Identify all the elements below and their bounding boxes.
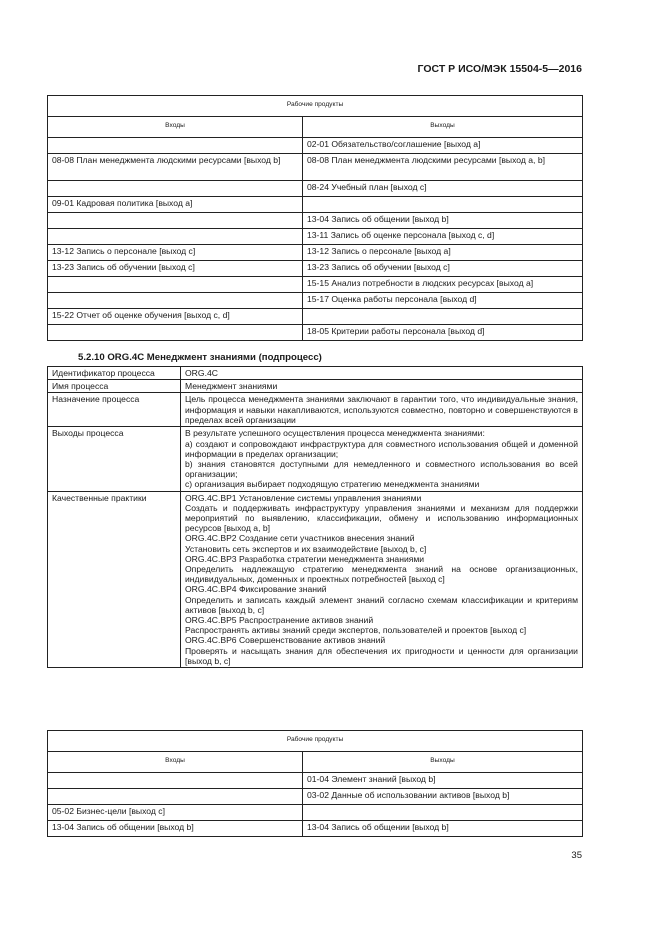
practice-line: ORG.4C.BP4 Фиксирование знаний xyxy=(185,584,327,595)
table-caption: Рабочие продукты xyxy=(48,96,583,117)
process-purpose-value: Цель процесса менеджмента знаниями заключают в гарантии того, что индивидуальные знания, информация и навыки накапливаются, используются совместно, повторно и совершенствуются в пределах всей организации xyxy=(181,393,583,427)
output-cell: 08-08 План менеджмента людскими ресурсами [выход a, b] xyxy=(303,154,583,181)
process-practices-list xyxy=(181,491,583,667)
output-cell: 18-05 Критерии работы персонала [выход d] xyxy=(303,325,583,341)
process-purpose-label: Назначение процесса xyxy=(48,393,181,427)
input-cell xyxy=(48,213,303,229)
table-row xyxy=(48,325,583,341)
input-cell: 05-02 Бизнес-цели [выход c] xyxy=(48,805,303,821)
table-row xyxy=(48,213,583,229)
outcome-line: c) организация выбирает подходящую стратегию менеджмента знаниями xyxy=(185,479,480,490)
outcome-line: b) знания становятся доступными для немедленного и совместного использования во всей организации; xyxy=(185,459,578,480)
table-row xyxy=(48,821,583,837)
process-practices-label: Качественные практики xyxy=(48,491,181,667)
table-row xyxy=(48,245,583,261)
page-number: 35 xyxy=(571,850,582,861)
output-cell: 02-01 Обязательство/соглашение [выход a] xyxy=(303,138,583,154)
section-title: 5.2.10 ORG.4C Менеджмент знаниями (подпроцесс) xyxy=(78,352,322,363)
output-cell: 01-04 Элемент знаний [выход b] xyxy=(303,773,583,789)
process-id-label: Идентификатор процесса xyxy=(48,367,181,380)
input-cell xyxy=(48,325,303,341)
outcome-line: a) создают и сопровождают инфраструктура для совместного использования общей и доменной информации в пределах организации; xyxy=(185,438,578,459)
practice-line: Распространять активы знаний среди экспертов, пользователей и проектов [выход c] xyxy=(185,625,527,636)
table-row xyxy=(48,181,583,197)
input-cell: 13-12 Запись о персонале [выход c] xyxy=(48,245,303,261)
table-caption: Рабочие продукты xyxy=(48,731,583,752)
table-row xyxy=(48,491,583,667)
practice-line: ORG.4C.BP3 Разработка стратегии менеджмента знаниями xyxy=(185,553,425,564)
output-cell: 03-02 Данные об использовании активов [выход b] xyxy=(303,789,583,805)
process-table xyxy=(47,366,583,668)
table-row xyxy=(48,380,583,393)
process-outcomes-list xyxy=(181,427,583,491)
output-cell: 15-15 Анализ потребности в людских ресурсах [выход a] xyxy=(303,277,583,293)
table-row xyxy=(48,261,583,277)
input-cell xyxy=(48,293,303,309)
practice-line: Определить и записать каждый элемент знаний согласно схемам классификации и критериям активов [выход b, c] xyxy=(185,594,578,615)
input-cell xyxy=(48,229,303,245)
output-cell: 13-04 Запись об общении [выход b] xyxy=(303,213,583,229)
output-cell xyxy=(303,309,583,325)
table-row xyxy=(48,427,583,491)
output-cell xyxy=(303,197,583,213)
input-cell: 09-01 Кадровая политика [выход a] xyxy=(48,197,303,213)
practice-line: ORG.4C.BP1 Установление системы управления знаниями xyxy=(185,492,422,503)
column-header-outputs: Выходы xyxy=(303,752,583,773)
output-cell xyxy=(303,805,583,821)
practice-line: ORG.4C.BP5 Распространение активов знаний xyxy=(185,615,374,626)
table-row xyxy=(48,154,583,181)
process-name-label: Имя процесса xyxy=(48,380,181,393)
input-cell xyxy=(48,773,303,789)
document-header: ГОСТ Р ИСО/МЭК 15504-5—2016 xyxy=(417,63,582,75)
output-cell: 13-12 Запись о персонале [выход a] xyxy=(303,245,583,261)
practice-line: Создать и поддерживать инфраструктуру управления знаниями и механизм для поддержки мероприятий по выявлению, классификации, обмену и использованию информационных ресурсов [выход a, b] xyxy=(185,502,578,534)
table-row xyxy=(48,293,583,309)
work-products-table-2 xyxy=(47,730,583,837)
column-header-inputs: Входы xyxy=(48,752,303,773)
table-row xyxy=(48,197,583,213)
input-cell: 08-08 План менеджмента людскими ресурсами [выход b] xyxy=(48,154,303,181)
practice-line: Определить надлежащую стратегию менеджмента знаний на основе организационных, индивидуальных, доменных и проектных потребностей [выход c] xyxy=(185,564,578,585)
column-header-outputs: Выходы xyxy=(303,117,583,138)
table-row xyxy=(48,773,583,789)
table-row xyxy=(48,277,583,293)
input-cell xyxy=(48,277,303,293)
process-id-value: ORG.4C xyxy=(181,367,583,380)
table-row xyxy=(48,393,583,427)
table-row xyxy=(48,805,583,821)
work-products-table-1 xyxy=(47,95,583,341)
table-row xyxy=(48,138,583,154)
output-cell: 13-11 Запись об оценке персонала [выход c, d] xyxy=(303,229,583,245)
input-cell xyxy=(48,789,303,805)
table-row xyxy=(48,229,583,245)
table-row xyxy=(48,367,583,380)
output-cell: 13-04 Запись об общении [выход b] xyxy=(303,821,583,837)
practice-line: ORG.4C.BP6 Совершенствование активов знаний xyxy=(185,635,386,646)
column-header-inputs: Входы xyxy=(48,117,303,138)
table-row xyxy=(48,309,583,325)
process-outcomes-label: Выходы процесса xyxy=(48,427,181,491)
process-name-value: Менеджмент знаниями xyxy=(181,380,583,393)
input-cell xyxy=(48,181,303,197)
input-cell: 13-23 Запись об обучении [выход c] xyxy=(48,261,303,277)
input-cell xyxy=(48,138,303,154)
outcome-line: В результате успешного осуществления процесса менеджмента знаниями: xyxy=(185,428,485,439)
output-cell: 08-24 Учебный план [выход c] xyxy=(303,181,583,197)
practice-line: Проверять и насыщать знания для обеспечения их пригодности и ценности для организации [выход b, c] xyxy=(185,645,578,666)
output-cell: 13-23 Запись об обучении [выход c] xyxy=(303,261,583,277)
practice-line: ORG.4C.BP2 Создание сети участников внесения знаний xyxy=(185,533,415,544)
practice-line: Установить сеть экспертов и их взаимодействие [выход b, c] xyxy=(185,543,427,554)
output-cell: 15-17 Оценка работы персонала [выход d] xyxy=(303,293,583,309)
input-cell: 15-22 Отчет об оценке обучения [выход c, d] xyxy=(48,309,303,325)
input-cell: 13-04 Запись об общении [выход b] xyxy=(48,821,303,837)
table-row xyxy=(48,789,583,805)
